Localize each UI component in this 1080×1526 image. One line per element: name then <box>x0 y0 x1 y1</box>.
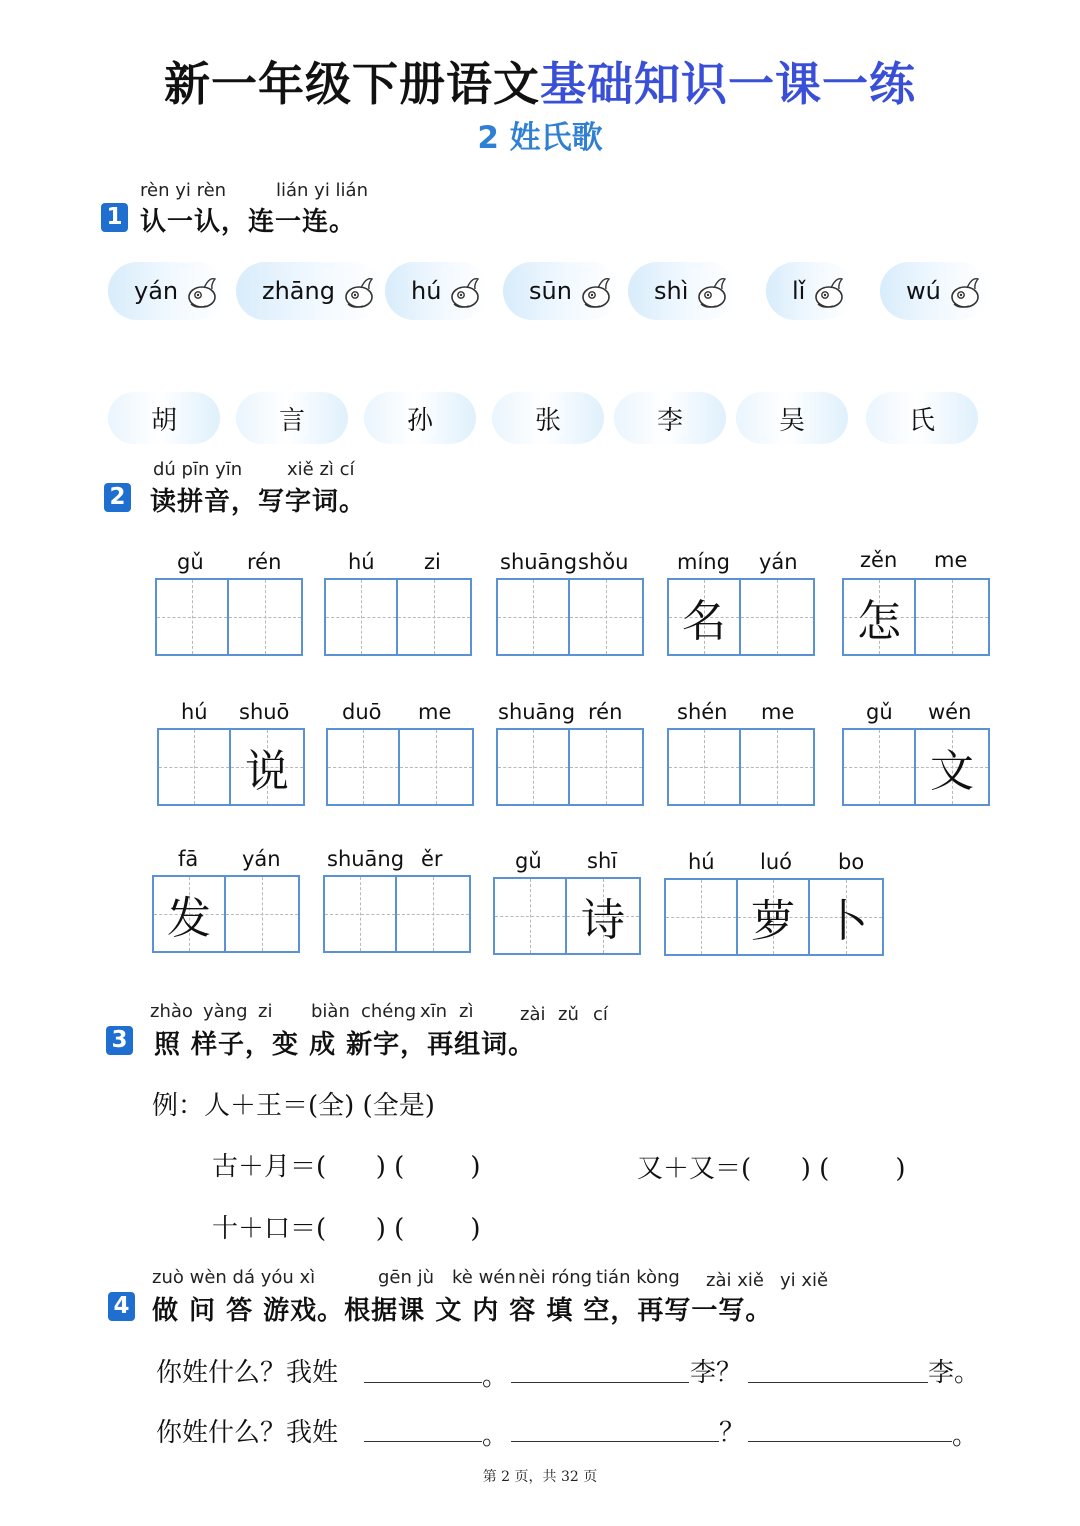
question-number-2: 2 <box>104 483 131 512</box>
q4-line1-mid: 李？ <box>690 1358 743 1388</box>
character: 胡 <box>150 405 177 436</box>
q3-equation-1[interactable]: 古＋月＝( ) ( ) <box>212 1152 481 1182</box>
word-pinyin: hú <box>181 700 208 724</box>
character-card[interactable] <box>108 392 220 444</box>
q3-pinyin: zì <box>459 1001 474 1022</box>
fish-card[interactable] <box>108 262 226 320</box>
word-pinyin: yán <box>242 847 281 871</box>
fish-icon <box>339 271 375 311</box>
q1-pinyin-b: lián yi lián <box>276 180 368 201</box>
q3-pinyin: zhào <box>150 1001 193 1022</box>
character: 李 <box>656 405 683 436</box>
q4-line2-end: 。 <box>952 1421 979 1451</box>
fish-icon <box>182 271 218 311</box>
writing-box[interactable] <box>667 728 815 806</box>
tianzige-cell[interactable] <box>844 730 916 804</box>
tianzige-cell[interactable] <box>570 580 642 654</box>
lesson-title: 2 姓氏歌 <box>477 120 603 156</box>
word-pinyin: wén <box>928 700 972 724</box>
fish-pinyin: yán <box>134 277 179 305</box>
question-number-4: 4 <box>108 1292 135 1321</box>
word-pinyin: gǔ <box>515 849 542 873</box>
word-pinyin: shuāng <box>327 847 405 871</box>
character-card[interactable] <box>866 392 978 444</box>
word-pinyin: shén <box>677 700 728 724</box>
tianzige-cell[interactable] <box>159 730 231 804</box>
q4-pinyin: gēn jù <box>378 1267 435 1288</box>
question-number-1: 1 <box>101 203 128 232</box>
q4-line2-period: 。 <box>482 1421 509 1451</box>
q4-pinyin: zuò wèn dá yóu xì <box>152 1267 316 1288</box>
word-pinyin: shuāng <box>500 550 578 574</box>
character: 孙 <box>406 405 433 436</box>
word-pinyin: rén <box>247 550 282 574</box>
q1-pinyin-a: rèn yi rèn <box>140 180 227 201</box>
tianzige-cell[interactable] <box>570 730 642 804</box>
tianzige-cell[interactable]: 怎 <box>844 580 916 654</box>
writing-box[interactable] <box>323 875 471 953</box>
fish-card[interactable] <box>628 262 736 320</box>
fish-pinyin: zhāng <box>262 277 335 305</box>
fish-icon <box>576 271 612 311</box>
tianzige-cell[interactable] <box>157 580 229 654</box>
tianzige-cell[interactable]: 诗 <box>567 879 639 953</box>
q3-pinyin: xīn <box>420 1001 448 1022</box>
word-pinyin: shī <box>587 849 618 873</box>
q3-pinyin: chéng <box>361 1001 417 1022</box>
tianzige-cell[interactable] <box>741 580 813 654</box>
fish-icon <box>692 271 728 311</box>
word-pinyin: hú <box>348 550 375 574</box>
tianzige-cell[interactable]: 卜 <box>810 880 882 954</box>
character-card[interactable] <box>492 392 604 444</box>
fish-pinyin: lǐ <box>792 277 806 305</box>
writing-box[interactable] <box>496 728 644 806</box>
word-pinyin: shuāng <box>498 700 576 724</box>
q4-pinyin: yi xiě <box>780 1270 829 1291</box>
character-card[interactable] <box>736 392 848 444</box>
writing-box[interactable] <box>667 578 815 656</box>
tianzige-cell[interactable] <box>226 877 298 951</box>
q3-pinyin: zǔ <box>558 1004 579 1025</box>
character: 言 <box>278 405 305 436</box>
tianzige-cell[interactable] <box>498 580 570 654</box>
q2-pinyin-a: dú pīn yīn <box>153 459 243 480</box>
tianzige-cell[interactable] <box>326 580 398 654</box>
word-pinyin: míng <box>677 550 730 574</box>
fish-card[interactable] <box>880 262 989 320</box>
word-pinyin: rén <box>588 700 623 724</box>
tianzige-cell[interactable] <box>741 730 813 804</box>
fish-pinyin: sūn <box>529 277 572 305</box>
word-pinyin: shǒu <box>578 550 629 574</box>
q2-pinyin-b: xiě zì cí <box>287 459 355 480</box>
writing-box[interactable] <box>157 728 305 806</box>
word-pinyin: yán <box>759 550 798 574</box>
q4-pinyin: zài xiě <box>706 1270 764 1291</box>
writing-box[interactable] <box>842 728 990 806</box>
tianzige-cell[interactable] <box>916 580 988 654</box>
question-number-3: 3 <box>106 1026 133 1055</box>
tianzige-cell[interactable]: 名 <box>669 580 741 654</box>
fish-card[interactable] <box>236 262 383 320</box>
tianzige-cell[interactable] <box>666 880 738 954</box>
character-row <box>108 392 988 446</box>
q3-equation-3[interactable]: 十＋口＝( ) ( ) <box>212 1214 481 1244</box>
character-card[interactable] <box>236 392 348 444</box>
writing-box[interactable] <box>496 578 644 656</box>
q3-instruction: 照 样子，变 成 新字，再组词。 <box>154 1030 536 1060</box>
writing-box[interactable] <box>842 578 990 656</box>
word-pinyin: luó <box>760 850 792 874</box>
word-pinyin: shuō <box>239 700 290 724</box>
word-pinyin: me <box>418 700 452 724</box>
fish-pinyin: wú <box>906 277 941 305</box>
writing-box[interactable] <box>324 578 472 656</box>
character: 氏 <box>908 405 935 436</box>
writing-box[interactable] <box>155 578 303 656</box>
word-pinyin: fā <box>178 847 199 871</box>
word-pinyin: hú <box>688 850 715 874</box>
q3-pinyin: zi <box>258 1001 273 1022</box>
character: 张 <box>534 405 561 436</box>
q4-pinyin: nèi róng <box>518 1267 593 1288</box>
character: 吴 <box>778 405 805 436</box>
word-pinyin: gǔ <box>866 700 893 724</box>
answer-blank[interactable] <box>748 1381 928 1383</box>
writing-box[interactable] <box>664 878 884 956</box>
q3-equation-2[interactable]: 又＋又＝( ) ( ) <box>637 1154 906 1184</box>
tianzige-cell[interactable]: 文 <box>916 730 988 804</box>
fish-icon <box>809 271 845 311</box>
page-title <box>0 48 1080 114</box>
tianzige-cell[interactable] <box>397 877 469 951</box>
tianzige-cell[interactable]: 萝 <box>738 880 810 954</box>
word-pinyin: zi <box>424 550 441 574</box>
q4-instruction: 做 问 答 游戏。根据课 文 内 容 填 空，再写一写。 <box>152 1296 773 1326</box>
q4-pinyin: kè wén <box>452 1267 516 1288</box>
tianzige-cell[interactable] <box>328 730 400 804</box>
character-card[interactable] <box>364 392 476 444</box>
title-part-2: 基础知识一课一练 <box>540 57 916 111</box>
answer-blank[interactable] <box>364 1381 482 1383</box>
q3-example: 例：人＋王＝(全) (全是) <box>152 1091 435 1121</box>
character-card[interactable] <box>614 392 726 444</box>
q3-pinyin: biàn <box>311 1001 350 1022</box>
fish-card[interactable] <box>385 262 489 320</box>
tianzige-cell[interactable]: 说 <box>231 730 303 804</box>
tianzige-cell[interactable] <box>400 730 472 804</box>
fish-card[interactable] <box>503 262 620 320</box>
word-pinyin: gǔ <box>177 550 204 574</box>
page-footer: 第 2 页，共 32 页 <box>482 1469 598 1485</box>
answer-blank[interactable] <box>748 1440 952 1442</box>
fish-icon <box>945 271 981 311</box>
word-pinyin: zěn <box>860 548 898 572</box>
fish-pinyin: shì <box>654 277 689 305</box>
q4-line1-question: 你姓什么？我姓 <box>156 1358 339 1388</box>
tianzige-cell[interactable] <box>498 730 570 804</box>
word-pinyin: bo <box>838 850 865 874</box>
word-pinyin: me <box>761 700 795 724</box>
q2-instruction: 读拼音，写字词。 <box>150 487 367 517</box>
tianzige-cell[interactable] <box>669 730 741 804</box>
q1-instruction: 认一认，连一连。 <box>140 207 357 237</box>
q4-pinyin: tián kòng <box>596 1267 680 1288</box>
q3-pinyin: zài <box>520 1004 546 1025</box>
answer-blank[interactable] <box>511 1381 689 1383</box>
fish-row <box>108 262 988 322</box>
tianzige-cell[interactable] <box>325 877 397 951</box>
word-pinyin: duō <box>342 700 382 724</box>
answer-blank[interactable] <box>364 1440 482 1442</box>
q4-line2-mid: ？ <box>719 1418 746 1448</box>
q4-line1-period: 。 <box>482 1362 509 1392</box>
tianzige-cell[interactable] <box>229 580 301 654</box>
fish-pinyin: hú <box>411 277 442 305</box>
answer-blank[interactable] <box>511 1440 719 1442</box>
writing-box[interactable] <box>493 877 641 955</box>
q3-pinyin: yàng <box>203 1001 248 1022</box>
fish-icon <box>445 271 481 311</box>
q3-pinyin: cí <box>593 1004 608 1025</box>
writing-box[interactable] <box>152 875 300 953</box>
word-pinyin: ěr <box>421 847 443 871</box>
writing-box[interactable] <box>326 728 474 806</box>
tianzige-cell[interactable]: 发 <box>154 877 226 951</box>
word-pinyin: me <box>934 548 968 572</box>
q4-line2-question: 你姓什么？我姓 <box>156 1418 339 1448</box>
fish-card[interactable] <box>766 262 853 320</box>
tianzige-cell[interactable] <box>495 879 567 953</box>
title-part-1: 新一年级下册语文 <box>164 57 540 111</box>
tianzige-cell[interactable] <box>398 580 470 654</box>
q4-line1-end: 李。 <box>928 1358 981 1388</box>
